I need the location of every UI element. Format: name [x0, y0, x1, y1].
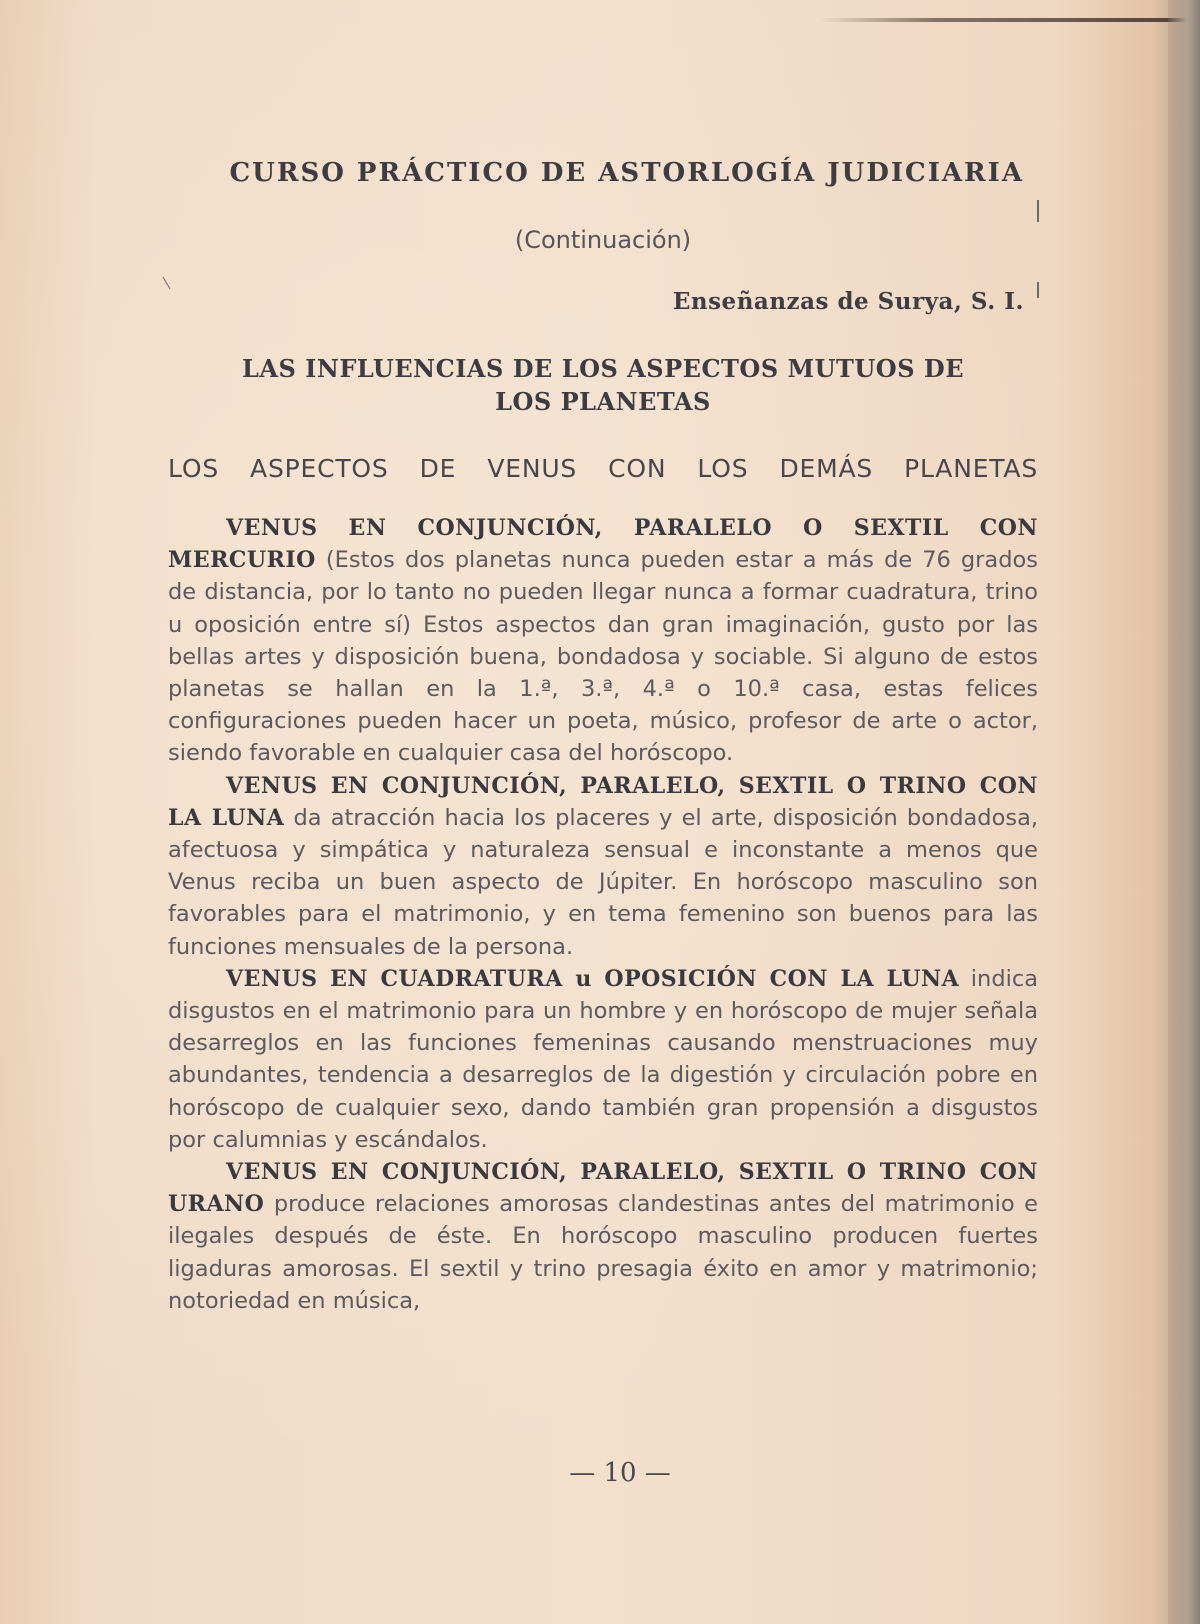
document-body [168, 158, 1038, 1317]
subsection-title: LOS ASPECTOS DE VENUS CON LOS DEMÁS PLANETAS [168, 454, 1038, 483]
paragraph [168, 770, 1038, 963]
section-title [168, 352, 1038, 418]
paragraph [168, 512, 1038, 770]
paragraph-text: indica disgustos en el matrimonio para un hombre y en horóscopo de mujer señala desarreglos en las funciones femeninas causando menstruaciones muy abundantes, tendencia a desarreglos de la digestión y circulación pobre en horóscopo de cualquier sexo, dando también gran propensión a disgustos por calumnias y escándalos. [168, 965, 1039, 1153]
paragraph-text: produce relaciones amorosas clandestinas antes del matrimonio e ilegales después de éste. En horóscopo masculino producen fuertes ligaduras amorosas. El sextil y trino presagia éxito en amor y matrimonio; notoriedad en música, [168, 1191, 1038, 1314]
paragraph-heading: VENUS EN CONJUNCIÓN, PARALELO, SEXTIL O TRINO CON URANO [168, 1159, 1038, 1218]
page-edge [1168, 0, 1200, 1624]
paragraph-heading: VENUS EN CUADRATURA u OPOSICIÓN CON LA LUNA [226, 965, 960, 992]
paragraph-heading: VENUS EN CONJUNCIÓN, PARALELO, SEXTIL O TRINO CON LA LUNA [168, 772, 1038, 831]
section-title-line: LOS PLANETAS [495, 387, 711, 416]
paragraph [168, 1156, 1038, 1317]
paragraph-text: da atracción hacia los placeres y el arte, disposición bondadosa, afectuosa y simpática y naturaleza sensual e inconstante a menos que Venus reciba un buen aspecto de Júpiter. En horóscopo masculino son favorables para el matrimonio, y en tema femenino son buenos para las funciones mensuales de la persona. [168, 804, 1039, 960]
continuation-label: (Continuación) [514, 226, 692, 254]
section-title-line: LAS INFLUENCIAS DE LOS ASPECTOS MUTUOS DE [241, 354, 964, 383]
page-top-shadow [820, 18, 1200, 22]
paragraph [168, 963, 1038, 1156]
paragraph-text: (Estos dos planetas nunca pueden estar a más de 76 grados de distancia, por lo tanto no pueden llegar nunca a formar cuadratura, trino u oposición entre sí) Estos aspectos dan gran imaginación, gusto por las bellas artes y disposición buena, bondadosa y sociable. Si alguno de estos planetas se hallan en la 1.ª, 3.ª, 4.ª o 10.ª casa, estas felices configuraciones pueden hacer un poeta, músico, profesor de arte o actor, siendo favorable en cualquier casa del horóscopo. [168, 547, 1038, 767]
page-number: — 10 — [569, 1458, 671, 1488]
series-title: CURSO PRÁCTICO DE ASTORLOGÍA JUDICIARIA [229, 158, 1024, 188]
author-line: Enseñanzas de Surya, S. I. [672, 288, 1024, 315]
paragraph-heading: VENUS EN CONJUNCIÓN, PARALELO O SEXTIL CON MERCURIO [168, 515, 1038, 574]
